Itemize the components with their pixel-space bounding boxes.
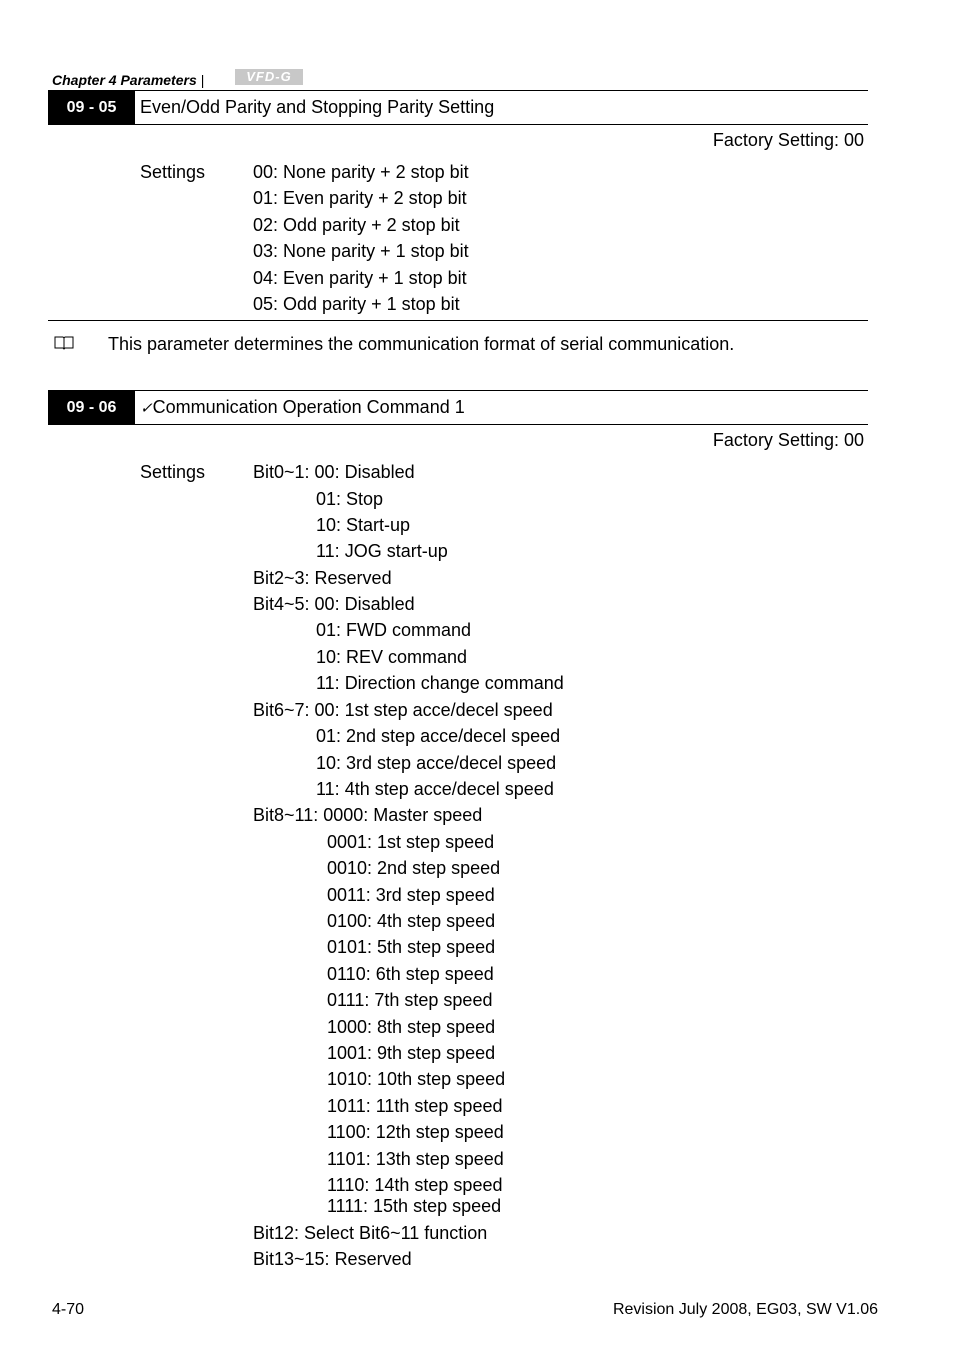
page-number: 4-70 <box>52 1301 85 1318</box>
bit-line: 1011: 11th step speed <box>327 1096 503 1116</box>
bit-line: 0101: 5th step speed <box>327 937 496 957</box>
bit-line: Bit12: Select Bit6~11 function <box>253 1223 488 1243</box>
bit-line: 1110: 14th step speed <box>327 1175 503 1195</box>
setting-option: 01: Even parity + 2 stop bit <box>253 188 467 208</box>
bit-line: 11: Direction change command <box>316 673 564 693</box>
divider <box>48 320 868 321</box>
vfd-logo: VFD-G <box>235 69 303 85</box>
factory-setting-09-06: Factory Setting: 00 <box>712 430 864 450</box>
header-separator: | <box>200 72 205 88</box>
bit-line: 01: 2nd step acce/decel speed <box>316 726 561 746</box>
note-text-09-05: This parameter determines the communication format of serial communication. <box>108 334 735 354</box>
divider <box>48 124 868 125</box>
bit-line: Bit8~11: 0000: Master speed <box>253 805 483 825</box>
param-code-09-05: 09 - 05 <box>48 91 135 124</box>
settings-label-09-05: Settings <box>140 162 206 182</box>
bit-line: 10: REV command <box>316 647 468 667</box>
bit-line: 01: FWD command <box>316 620 472 640</box>
bit-line: 0001: 1st step speed <box>327 832 495 852</box>
bit-line: 11: JOG start-up <box>316 541 448 561</box>
setting-option: 03: None parity + 1 stop bit <box>253 241 469 261</box>
bit-line: 10: Start-up <box>316 515 411 535</box>
param-title-text: Communication Operation Command 1 <box>152 397 465 417</box>
bit-line: 11: 4th step acce/decel speed <box>316 779 554 799</box>
bit-line: 0110: 6th step speed <box>327 964 494 984</box>
factory-setting-09-05: Factory Setting: 00 <box>712 130 864 150</box>
write-allowed-icon: ✓ <box>140 400 153 417</box>
revision-info: Revision July 2008, EG03, SW V1.06 <box>612 1301 878 1318</box>
bit-line: 1100: 12th step speed <box>327 1122 504 1142</box>
setting-option: 04: Even parity + 1 stop bit <box>253 268 467 288</box>
param-code-09-06: 09 - 06 <box>48 391 135 424</box>
divider <box>48 90 868 91</box>
chapter-header <box>52 72 204 88</box>
divider <box>48 390 868 391</box>
param-title-09-05: Even/Odd Parity and Stopping Parity Setting <box>140 97 495 117</box>
bit-line: 0011: 3rd step speed <box>327 885 495 905</box>
bit-line: 01: Stop <box>316 489 384 509</box>
chapter-title: Chapter 4 Parameters <box>52 72 197 88</box>
param-title-09-06 <box>140 397 465 418</box>
bit-line: Bit0~1: 00: Disabled <box>253 462 415 482</box>
setting-option: 00: None parity + 2 stop bit <box>253 162 469 182</box>
bit-line: 1000: 8th step speed <box>327 1017 496 1037</box>
divider <box>48 424 868 425</box>
bit-line: 1001: 9th step speed <box>327 1043 496 1063</box>
settings-label-09-06: Settings <box>140 462 206 482</box>
bit-line: 1101: 13th step speed <box>327 1149 504 1169</box>
bit-line: 0111: 7th step speed <box>327 990 493 1010</box>
setting-option: 02: Odd parity + 2 stop bit <box>253 215 460 235</box>
bit-line: 1111: 15th step speed <box>327 1196 502 1216</box>
bit-line: 1010: 10th step speed <box>327 1069 506 1089</box>
bit-line: 10: 3rd step acce/decel speed <box>316 753 557 773</box>
bit-line: Bit4~5: 00: Disabled <box>253 594 415 614</box>
book-icon <box>54 336 74 350</box>
setting-option: 05: Odd parity + 1 stop bit <box>253 294 460 314</box>
bit-line: Bit2~3: Reserved <box>253 568 392 588</box>
bit-line: Bit13~15: Reserved <box>253 1249 412 1269</box>
bit-line: 0010: 2nd step speed <box>327 858 501 878</box>
bit-line: 0100: 4th step speed <box>327 911 496 931</box>
bit-line: Bit6~7: 00: 1st step acce/decel speed <box>253 700 553 720</box>
